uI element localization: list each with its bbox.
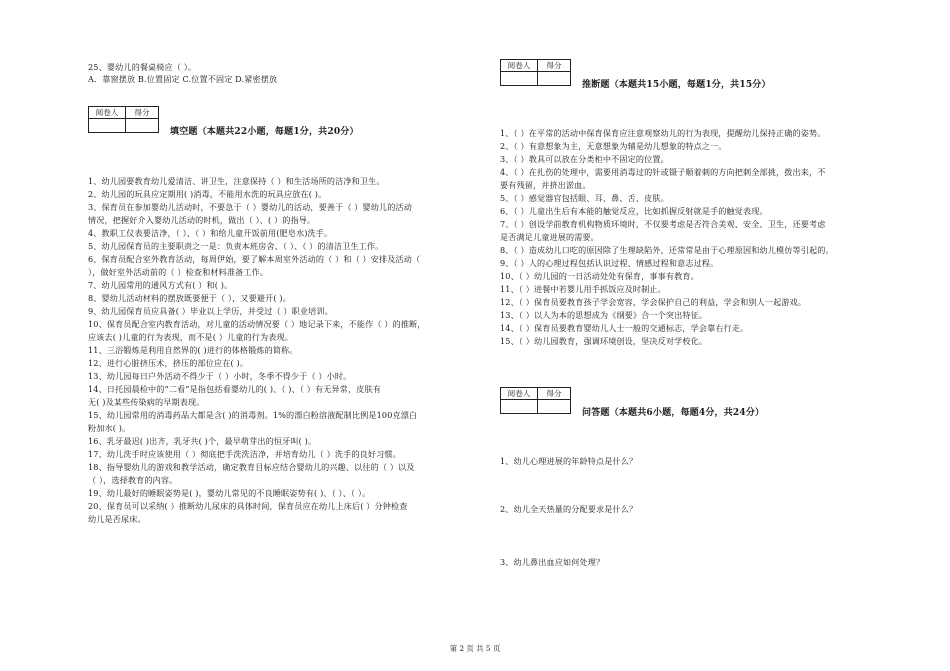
score-label: 得分 — [538, 60, 571, 72]
fill-line: 7、幼儿园常用的通风方式有( ）和( )。 — [88, 280, 233, 290]
fill-line: 5、幼儿园保育员的主要职责之一是：负责本班房舍、（ ）、（ ）的清洁卫生工作。 — [88, 241, 384, 251]
grader-cell[interactable] — [501, 400, 538, 414]
fill-line: 10、保育员配合室内教育活动，对儿童的活动情况要（ ）地记录下来，不能作（ ）的推断， — [88, 319, 426, 329]
qa-question: 2、幼儿全天热量的分配要求是什么？ — [500, 504, 638, 514]
score-cell[interactable] — [538, 72, 571, 86]
score-cell[interactable] — [126, 119, 159, 133]
fill-line: （ ），选择教育的内容。 — [88, 475, 178, 485]
score-label: 得分 — [538, 388, 571, 400]
judge-line: 13、（ ）以人为本的思想成为《纲要》合一个突出特征。 — [500, 310, 708, 320]
grader-label: 阅卷人 — [501, 60, 538, 72]
fill-line: 16、乳牙最迟( )出齐，乳牙共( )个，最早萌芽出的恒牙叫( )。 — [88, 436, 317, 446]
fill-line: 粉加水( )。 — [88, 423, 131, 433]
question-25-options: A．靠窗摆放 B.位置固定 C.位置不固定 D.紧密摆放 — [88, 74, 278, 84]
fill-line: 无( )及某些传染病的早期表现。 — [88, 397, 205, 407]
fill-line: 4、教职工仪表要洁净，（ ）、（ ）和给儿童开饭前用(肥皂水)洗手。 — [88, 228, 333, 238]
fill-line: 18、指导婴幼儿的游戏和教学活动，确定教育目标应结合婴幼儿的兴趣、以往的（ ）以及 — [88, 462, 415, 472]
judge-line: 15、（ ）幼儿园教育，强调环境创设，坚决反对学校化。 — [500, 336, 708, 346]
fill-line: ），做好室外活动前的（ ）检查和材料准备工作。 — [88, 267, 269, 277]
fill-line: 9、幼儿园保育员应具备( ）毕业以上学历，并受过（ ）职业培训。 — [88, 306, 333, 316]
fill-line: 6、保育员配合室外教育活动，每周伊始，要了解本周室外活动的（ ）和（ ）安排及活动（ — [88, 254, 421, 264]
qa-question: 1、幼儿心理进展的年龄特点是什么？ — [500, 456, 638, 466]
question-25-stem: 25、婴幼儿的餐桌椅应（ ）。 — [88, 62, 197, 72]
judge-section-heading: 推断题（本题共15小题，每题1分，共15分） — [582, 80, 771, 90]
grader-cell[interactable] — [501, 72, 538, 86]
judge-line: 9、（ ）人的心理过程包括认识过程、情感过程和意志过程。 — [500, 258, 719, 268]
judge-line: 3、（ ）教具可以放在分类柜中不固定的位置。 — [500, 154, 669, 164]
fill-line: 应该去( )儿童的行为表现，而不是( ）儿童的行为表现。 — [88, 332, 293, 342]
grader-cell[interactable] — [89, 119, 126, 133]
fill-line: 11、三浴锻炼是利用自然界的( )进行的体格锻炼的简称。 — [88, 345, 298, 355]
fill-line: 17、幼儿洗手时应该使用（ ）彻底把手洗洗洁净，并培育幼儿（ ）洗手的良好习惯。 — [88, 449, 401, 459]
fill-line: 19、幼儿最好的睡眠姿势是( )，婴幼儿常见的不良睡眠姿势有( )、（ ）、（ ）。 — [88, 488, 371, 498]
grader-label: 阅卷人 — [89, 107, 126, 119]
judge-line: 10、（ ）幼儿园的一日活动处处有保育，事事有教育。 — [500, 271, 699, 281]
fill-line: 幼儿是否尿床。 — [88, 514, 146, 524]
judge-line: 11、（ ）进餐中若婴儿用手抓饭应及时制止。 — [500, 284, 666, 294]
fill-line: 2、幼儿园的玩具应定期用( )消毒，不能用水洗的玩具应放在( )。 — [88, 189, 327, 199]
score-box-fill — [88, 106, 159, 133]
judge-line: 2、（ ）有意想象为主，无意想象为辅是幼儿想象的特点之一。 — [500, 141, 727, 151]
judge-line: 7、（ ）创设学前教育机构物质环境时，不仅要考虑是否符合美观、安全、卫生，还要考虑 — [500, 219, 826, 229]
fill-line: 20、保育员可以采纳( ）推断幼儿尿床的具体时间，保育员应在幼儿上床后( ）分钟检查 — [88, 501, 408, 511]
score-cell[interactable] — [538, 400, 571, 414]
fill-line: 8、婴幼儿活动材料的摆放既要便于（ ），又要避开( )。 — [88, 293, 291, 303]
judge-line: 12、（ ）保育员要教育孩子学会宽容，学会保护自己的利益，学会和别人一起游戏。 — [500, 297, 807, 307]
fill-line: 13、幼儿园每日户外活动不得少于（ ）小时，冬季不得少于（ ）小时。 — [88, 371, 352, 381]
grader-label: 阅卷人 — [501, 388, 538, 400]
judge-line: 8、（ ）造成幼儿口吃的原因除了生理缺陷外，还常常是由于心理原因和幼儿模仿等引起的。 — [500, 245, 834, 255]
page-number-footer: 第 2 页 共 5 页 — [449, 644, 501, 653]
judge-line: 1、（ ）在平常的活动中保育保育应注意观察幼儿的行为表现，提醒幼儿保持正确的姿势。 — [500, 128, 826, 138]
judge-line: 4、（ ）在扎伤的处理中，需要用消毒过的针或镊子顺着刺的方向把刺全部挑，拨出来，不 — [500, 167, 826, 177]
judge-line: 是否满足儿童进展的需要。 — [500, 232, 599, 242]
judge-line: 5、（ ）感觉器官包括眼、耳、鼻、舌、皮肤。 — [500, 193, 669, 203]
fill-line: 1、幼儿园要教育幼儿爱清洁、讲卫生，注意保持（ ）和生活场所的洁净和卫生。 — [88, 176, 385, 186]
score-box-qa — [500, 387, 571, 414]
fill-line: 情况，把握好介入婴幼儿活动的时机，做出（ ）、( ）的指导。 — [88, 215, 316, 225]
fill-line: 15、幼儿园常用的消毒药品大都是含( )的消毒剂。1%的漂白粉溶液配制比例是100克漂白 — [88, 410, 418, 420]
fill-line: 14、日托园晨检中的“二看”是指包括看婴幼儿的( )、（ )、（ ）有无异常，皮肤有 — [88, 384, 381, 394]
score-label: 得分 — [126, 107, 159, 119]
fill-section-heading: 填空题（本题共22小题，每题1分，共20分） — [170, 127, 359, 137]
judge-line: 要有残留，并挤出淤血。 — [500, 180, 591, 190]
fill-line: 12、进行心脏挤压术，挤压的部位应在( )。 — [88, 358, 249, 368]
fill-line: 3、保育员在参加婴幼儿活动时，不要急于（ ）婴幼儿的活动，要善于（ ）婴幼儿的活动 — [88, 202, 413, 212]
qa-section-heading: 问答题（本题共6小题，每题4分，共24分） — [582, 408, 765, 418]
score-box-judge — [500, 59, 571, 86]
judge-line: 6、（ ）儿童出生后有本能的触觉反应，比如抓握反射就是手的触觉表现。 — [500, 206, 768, 216]
judge-line: 14、（ ）保育员要教育婴幼儿人士一般的交通标志，学会靠右行走。 — [500, 323, 749, 333]
qa-question: 3、幼儿鼻出血应如何处理？ — [500, 557, 605, 567]
